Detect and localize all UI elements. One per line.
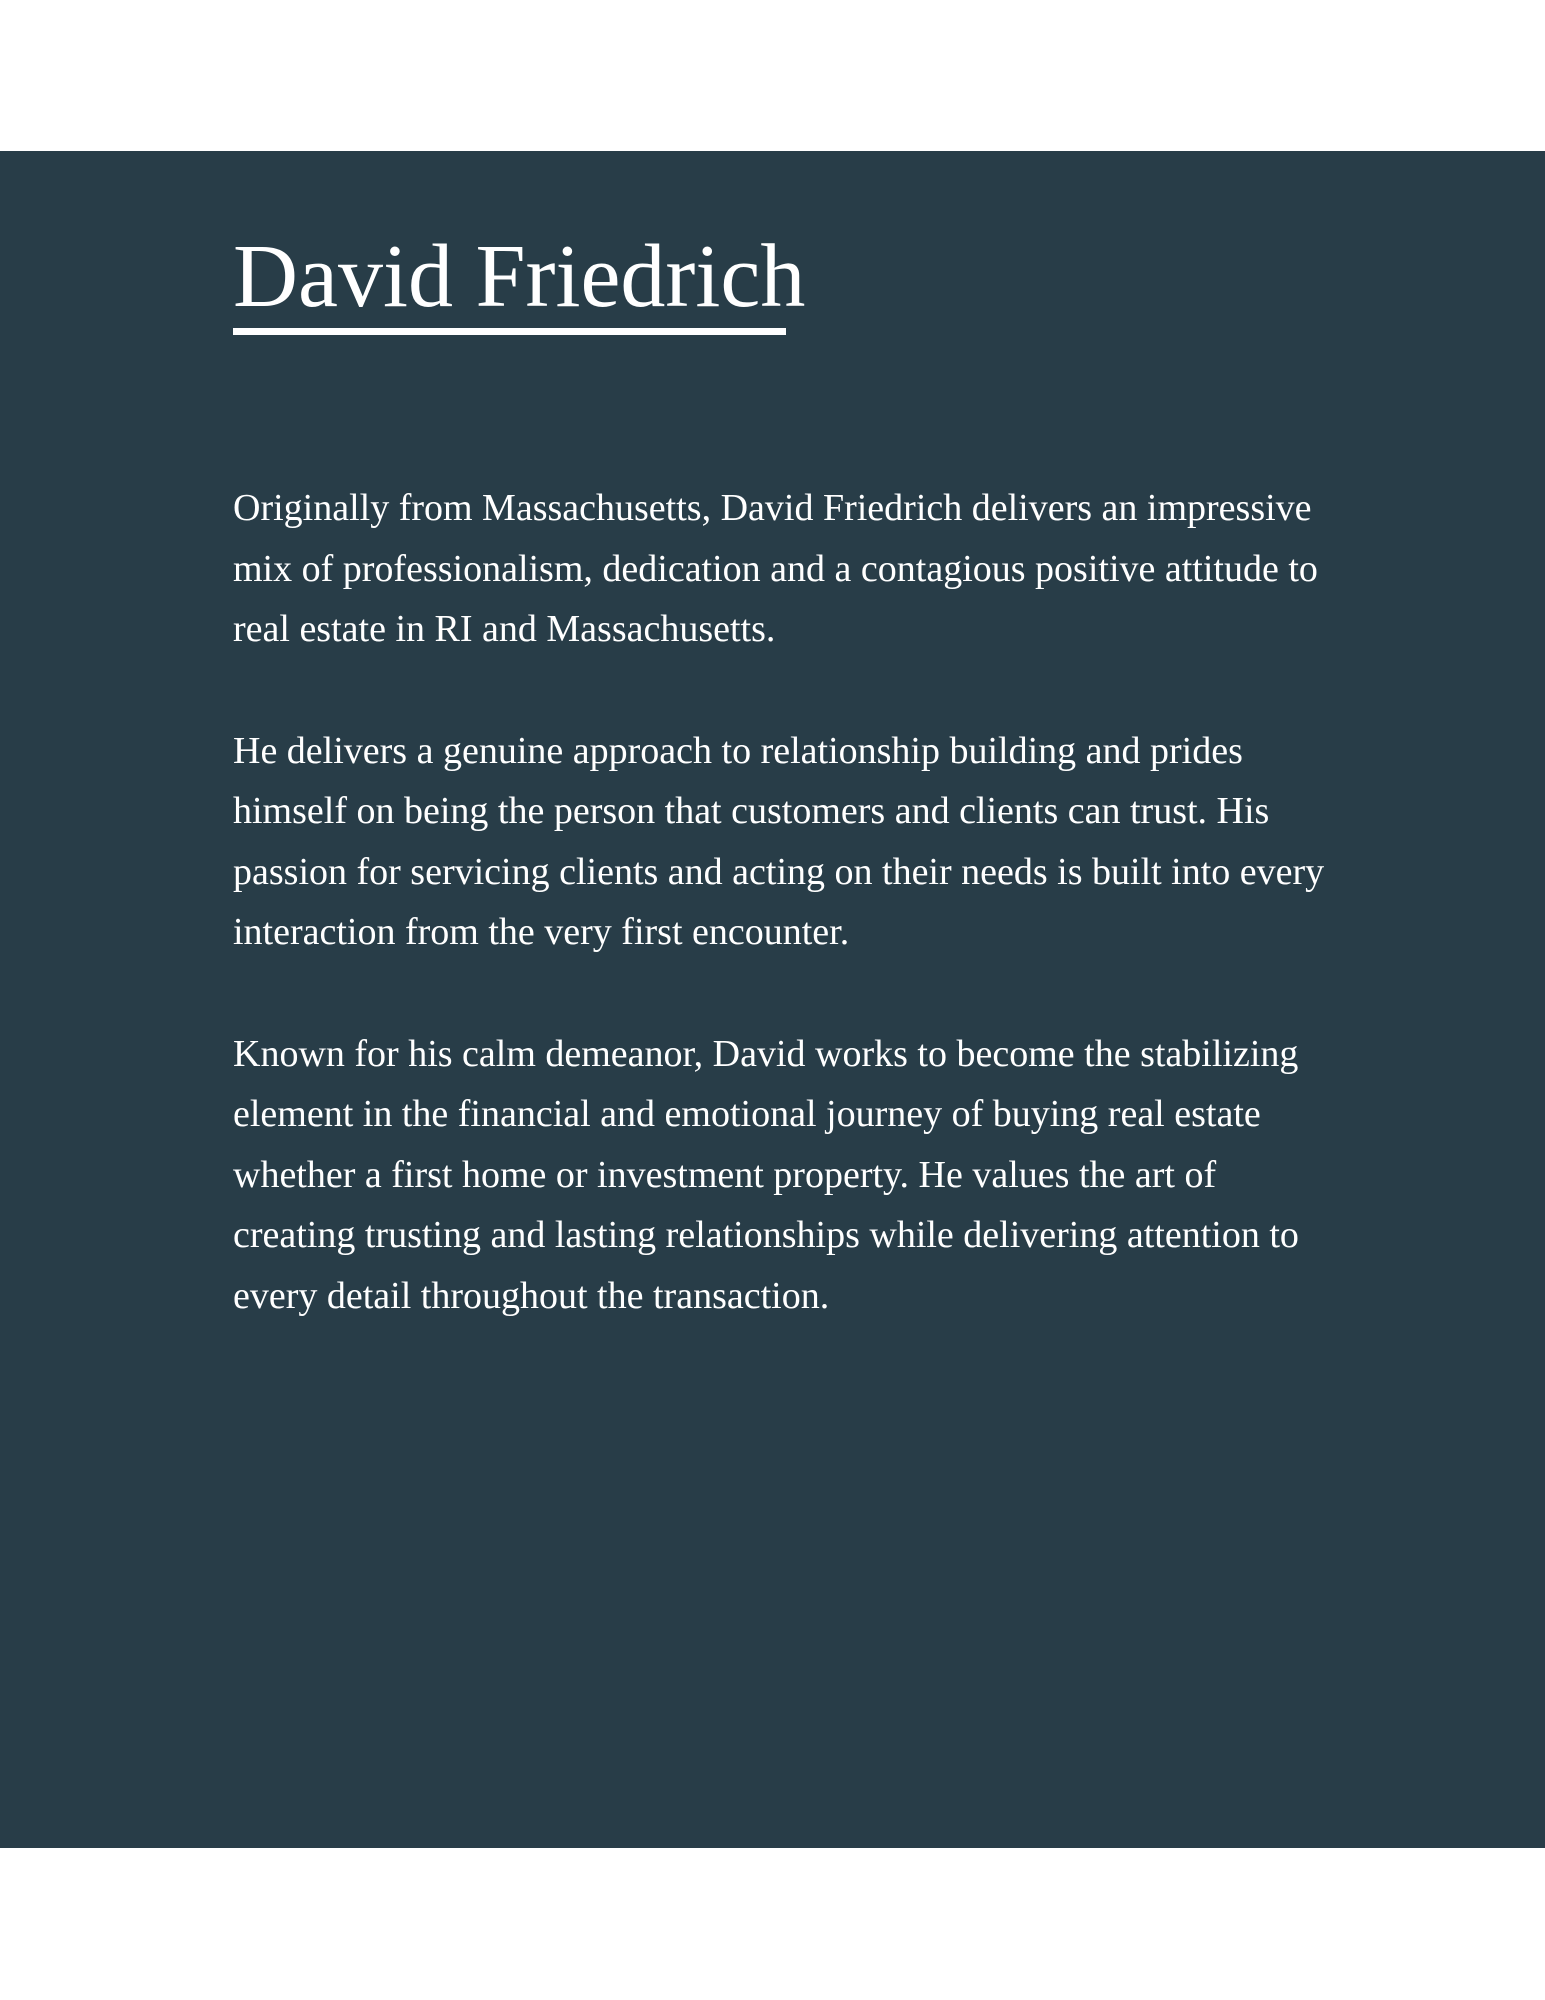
bio-paragraph-2: He delivers a genuine approach to relationship building and prides himself on being the person that customers and clients can trust. His passion for servicing clients and acting on their needs is built into every interaction from the very first encounter. [233, 729, 1325, 953]
bio-paragraph-3: Known for his calm demeanor, David works to become the stabilizing element in the financial and emotional journey of buying real estate whether a first home or investment property. He values the art of creating trusting and lasting relationships while delivering attention to every detail throughout the transaction. [233, 1032, 1299, 1317]
page-title: David Friedrich [233, 227, 806, 326]
title-underline [233, 328, 786, 335]
bio-paragraph-1: Originally from Massachusetts, David Friedrich delivers an impressive mix of professionalism, dedication and a contagious positive attitude to real estate in RI and Massachusetts. [233, 487, 1318, 650]
bio-text [233, 478, 1343, 1387]
